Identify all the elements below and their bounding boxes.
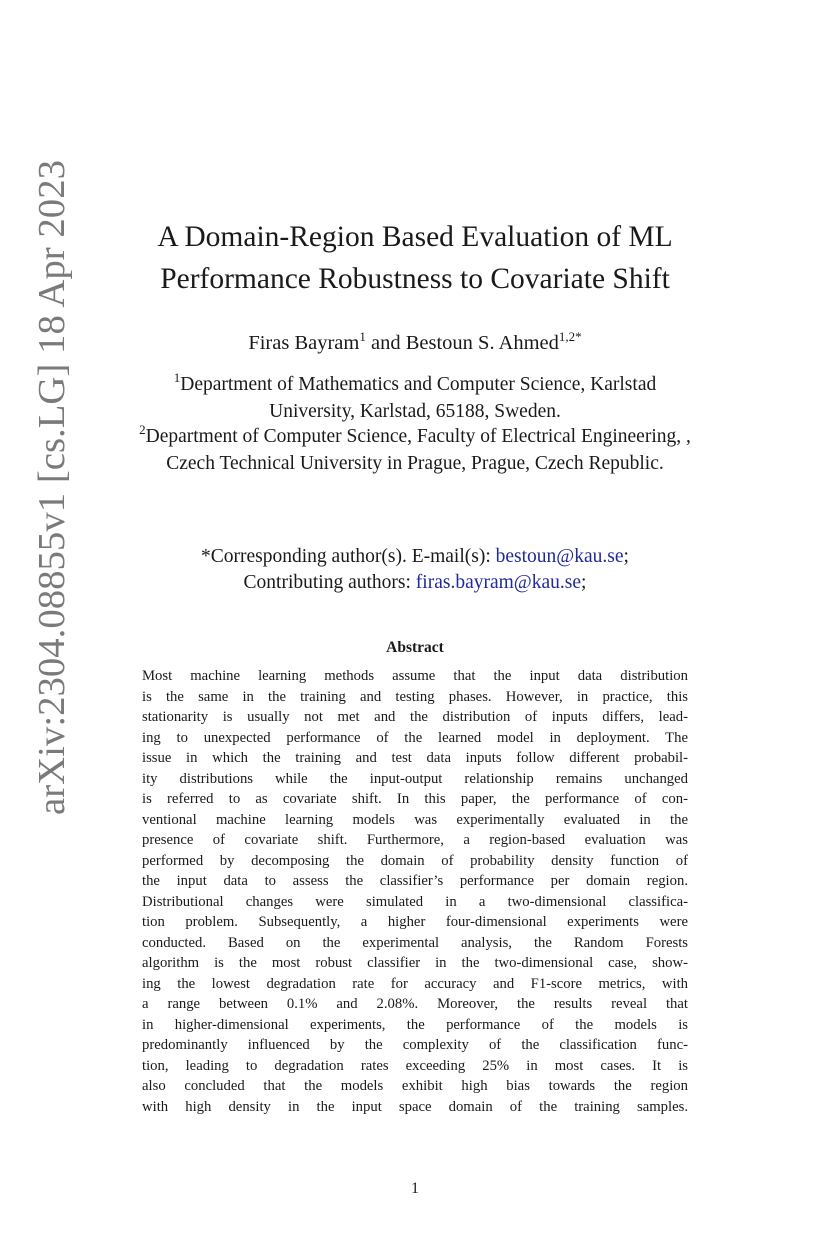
author-affiliation-mark: 1,2* xyxy=(558,329,582,344)
affiliations xyxy=(130,372,700,476)
abstract-line: with high density in the input space domain of the training samples. xyxy=(142,1098,688,1115)
abstract-line: performed by decomposing the domain of probability density function of xyxy=(142,852,688,869)
contributing-authors-line xyxy=(135,570,695,596)
affiliation-1 xyxy=(130,372,700,424)
author-conjunction: and xyxy=(365,332,406,354)
paper-title xyxy=(125,216,705,300)
abstract-line: is the same in the training and testing phases. However, in practice, this xyxy=(142,688,688,705)
abstract-line: tion, leading to degradation rates exceeding 25% in most cases. It is xyxy=(142,1057,688,1074)
page-number: 1 xyxy=(411,1180,419,1197)
affiliation-mark: 2 xyxy=(139,422,146,437)
contributing-label: Contributing authors: xyxy=(243,571,416,593)
author-name: Firas Bayram xyxy=(248,332,360,354)
affiliation-mark: 1 xyxy=(173,370,181,385)
abstract-line: ing the lowest degradation rate for accuracy and F1-score metrics, with xyxy=(142,975,688,992)
abstract-line: ing to unexpected performance of the learned model in deployment. The xyxy=(142,729,688,746)
abstract-line: issue in which the training and test data inputs follow different probabil- xyxy=(142,750,688,766)
author-list xyxy=(135,329,695,355)
email-link[interactable]: firas.bayram@kau.se xyxy=(415,571,582,593)
abstract-line: conducted. Based on the experimental analysis, the Random Forests xyxy=(142,934,688,951)
abstract-line: in higher-dimensional experiments, the performance of the models is xyxy=(142,1016,688,1033)
abstract-line: predominantly influenced by the complexity of the classification func- xyxy=(142,1037,688,1053)
title-line-2: Performance Robustness to Covariate Shift xyxy=(160,263,670,295)
corresponding-author-line xyxy=(135,544,695,570)
email-link[interactable]: bestoun@kau.se xyxy=(495,546,624,567)
punctuation: ; xyxy=(623,546,629,567)
abstract-line: Distributional changes were simulated in a two-dimensional classifica- xyxy=(142,893,688,910)
abstract-body xyxy=(142,666,688,1117)
abstract-line: presence of covariate shift. Furthermore, a region-based evaluation was xyxy=(142,832,688,848)
arxiv-identifier-stamp xyxy=(20,160,80,820)
abstract-line: a range between 0.1% and 2.08%. Moreover, the results reveal that xyxy=(142,996,688,1012)
abstract-heading: Abstract xyxy=(386,639,444,656)
abstract-line: stationarity is usually not met and the distribution of inputs differs, lead- xyxy=(142,709,688,725)
abstract-line: the input data to assess the classifier’s performance per domain region. xyxy=(142,873,688,889)
abstract-line: Most machine learning methods assume that the input data distribution xyxy=(142,668,688,684)
author-affiliation-mark: 1 xyxy=(359,329,366,344)
correspondence xyxy=(135,544,695,595)
abstract-line: algorithm is the most robust classifier in the two-dimensional case, show- xyxy=(142,955,688,971)
abstract-line: ventional machine learning models was experimentally evaluated in the xyxy=(142,811,688,828)
abstract-line: is referred to as covariate shift. In this paper, the performance of con- xyxy=(142,791,688,807)
affiliation-text: Department of Computer Science, Faculty of Electrical Engineering, , Czech Technical University in Prague, Prague, Czech Republic. xyxy=(145,426,691,474)
abstract-line: tion problem. Subsequently, a higher four-dimensional experiments were xyxy=(142,914,688,930)
affiliation-2 xyxy=(130,424,700,476)
title-line-1: A Domain-Region Based Evaluation of ML xyxy=(157,221,673,253)
punctuation: ; xyxy=(581,571,587,593)
abstract-line: ity distributions while the input-output relationship remains unchanged xyxy=(142,770,688,787)
affiliation-text: Department of Mathematics and Computer Science, Karlstad University, Karlstad, 65188, Sweden. xyxy=(180,374,657,422)
arxiv-stamp-text: arXiv:2304.08855v1 [cs.LG] 18 Apr 2023 xyxy=(31,173,73,815)
corresponding-label: *Corresponding author(s). E-mail(s): xyxy=(201,546,496,567)
author-name: Bestoun S. Ahmed xyxy=(405,332,559,354)
abstract-line: also concluded that the models exhibit high bias towards the region xyxy=(142,1078,688,1094)
